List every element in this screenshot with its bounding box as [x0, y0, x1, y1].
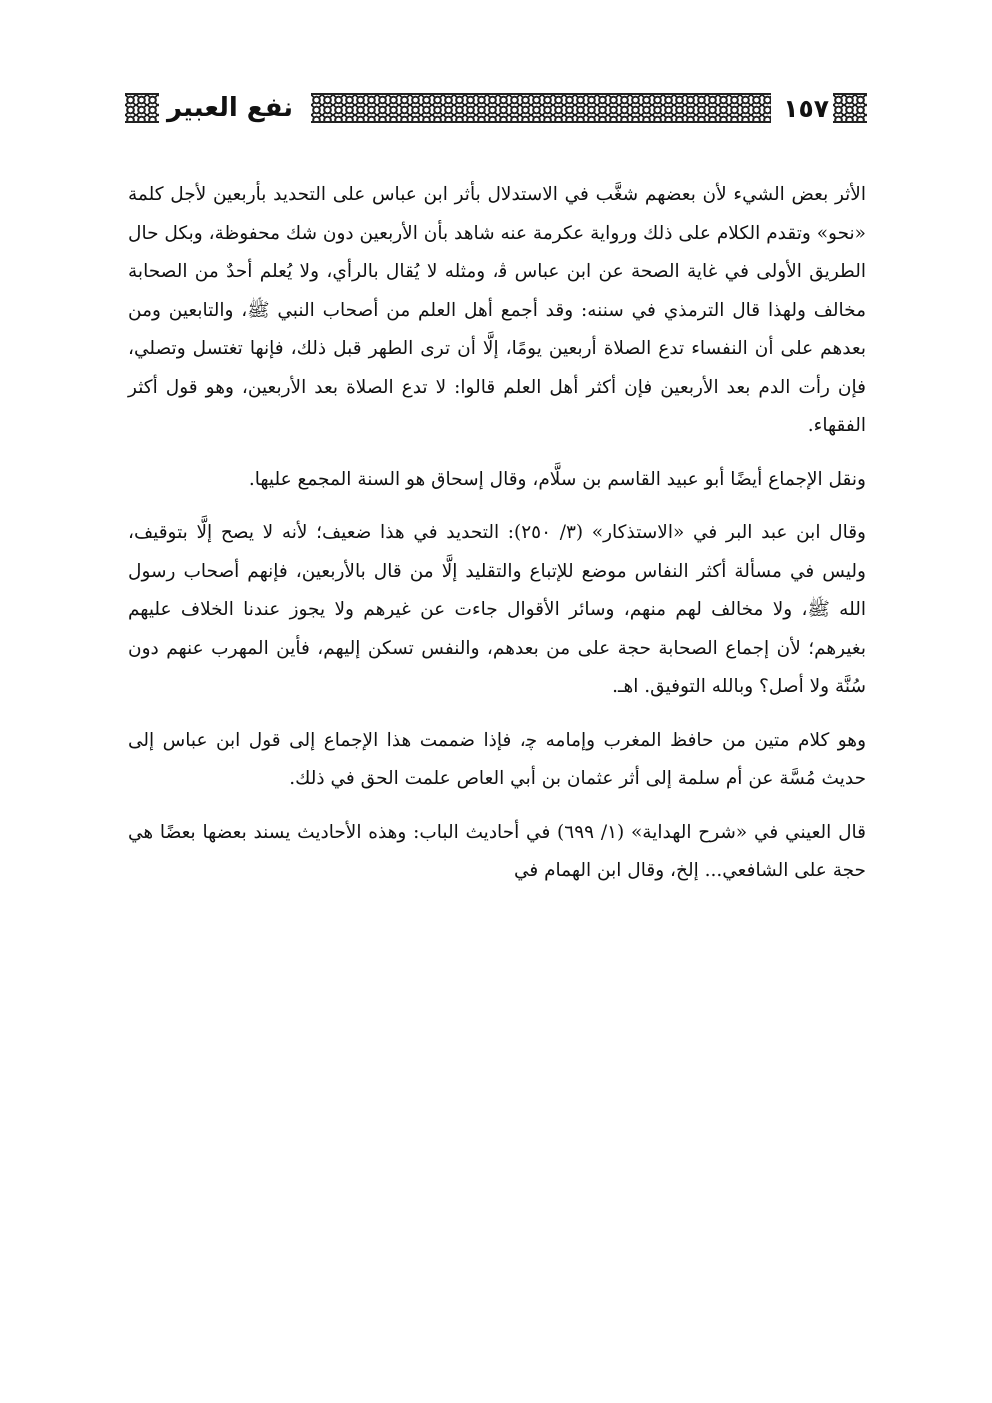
- page-body: [128, 176, 866, 906]
- ornament-band: [311, 93, 771, 123]
- book-title: نفع العبير: [167, 93, 294, 123]
- page-header: [125, 88, 867, 128]
- ornament-left-cap: [125, 93, 159, 123]
- paragraph: وقال ابن عبد البر في «الاستذكار» (٣/ ٢٥٠): التحديد في هذا ضعيف؛ لأنه لا يصح إلَّا بتوقيف، وليس في مسألة أكثر النفاس موضع للإتباع والتقليد إلَّا من قال بالأربعين، فإنهم أصحاب رسول الله ﷺ، ولا مخالف لهم منهم، وسائر الأقوال جاءت عن غيرهم ولا يجوز عندنا الخلاف عليهم بغيرهم؛ لأن إجماع الصحابة حجة على من بعدهم، والنفس تسكن إليهم، فأين المهرب عنهم دون سُنَّة ولا أصل؟ وبالله التوفيق. اهـ.: [128, 522, 867, 697]
- paragraph: وهو كلام متين من حافظ المغرب وإمامه ﭼ، فإذا ضممت هذا الإجماع إلى قول ابن عباس إلى حديث مُسَّة عن أم سلمة إلى أثر عثمان بن أبي العاص علمت الحق في ذلك.: [128, 729, 866, 789]
- paragraph: الأثر بعض الشيء لأن بعضهم شغَّب في الاستدلال بأثر ابن عباس على التحديد بأربعين لأجل كلمة «نحو» وتقدم الكلام على ذلك ورواية عكرمة عنه شاهد بأن الأربعين دون شك محفوظة، وبكل حال الطريق الأولى في غاية الصحة عن ابن عباس ﭬ، ومثله لا يُقال بالرأي، ولا يُعلم أحدٌ من الصحابة مخالف ولهذا قال الترمذي في سننه: وقد أجمع أهل العلم من أصحاب النبي ﷺ، والتابعين ومن بعدهم على أن النفساء تدع الصلاة أربعين يومًا، إلَّا أن ترى الطهر قبل ذلك، فإنها تغتسل وتصلي، فإن رأت الدم بعد الأربعين فإن أكثر أهل العلم قالوا: لا تدع الصلاة بعد الأربعين، وهو قول أكثر الفقهاء.: [128, 184, 866, 436]
- paragraph: قال العيني في «شرح الهداية» (١/ ٦٩٩) في أحاديث الباب: وهذه الأحاديث يسند بعضها بعضًا هي حجة على الشافعي... إلخ، وقال ابن الهمام في: [128, 821, 866, 881]
- ornament-right-cap: [833, 93, 867, 123]
- page-number: ١٥٧: [783, 93, 829, 123]
- paragraph: ونقل الإجماع أيضًا أبو عبيد القاسم بن سلَّام، وقال إسحاق هو السنة المجمع عليها.: [248, 468, 866, 490]
